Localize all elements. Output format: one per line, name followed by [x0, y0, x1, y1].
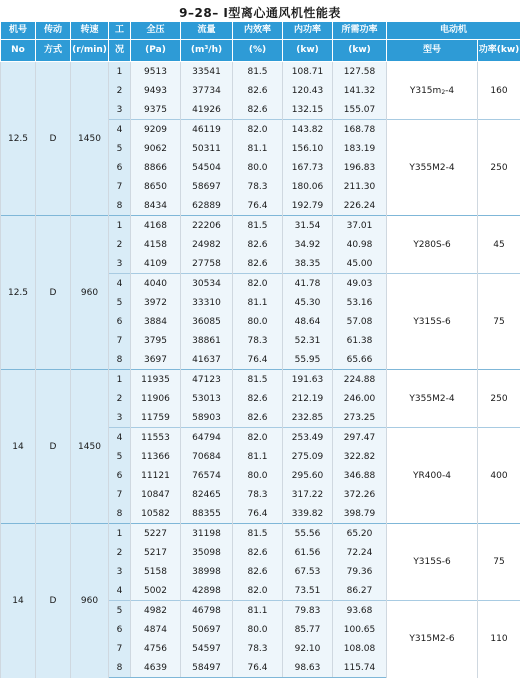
- power-cell: 79.83: [283, 601, 333, 621]
- flow-cell: 58903: [181, 408, 233, 428]
- pressure-cell: 9375: [131, 100, 181, 120]
- efficiency-cell: 76.4: [233, 350, 283, 370]
- required-power-cell: 72.24: [333, 543, 387, 562]
- efficiency-cell: 82.6: [233, 543, 283, 562]
- power-cell: 92.10: [283, 639, 333, 658]
- motor-power-cell: 160: [478, 62, 520, 120]
- efficiency-cell: 82.6: [233, 81, 283, 100]
- flow-cell: 27758: [181, 254, 233, 274]
- efficiency-cell: 76.4: [233, 196, 283, 216]
- required-power-cell: 398.79: [333, 504, 387, 524]
- table-row: [1, 370, 520, 390]
- flow-cell: 47123: [181, 370, 233, 390]
- machine-no-cell: 14: [1, 524, 36, 678]
- flow-cell: 31198: [181, 524, 233, 544]
- required-power-cell: 115.74: [333, 658, 387, 678]
- required-power-cell: 65.66: [333, 350, 387, 370]
- pressure-cell: 3972: [131, 293, 181, 312]
- power-cell: 295.60: [283, 466, 333, 485]
- required-power-cell: 141.32: [333, 81, 387, 100]
- motor-model-cell: [387, 216, 478, 274]
- condition-cell: 3: [109, 100, 131, 120]
- condition-cell: 4: [109, 428, 131, 448]
- motor-model-cell: [387, 62, 478, 120]
- header-condition-sub: 况: [109, 40, 131, 62]
- flow-cell: 46798: [181, 601, 233, 621]
- pressure-cell: 4168: [131, 216, 181, 236]
- power-cell: 34.92: [283, 235, 333, 254]
- pressure-cell: 4158: [131, 235, 181, 254]
- efficiency-cell: 76.4: [233, 504, 283, 524]
- efficiency-cell: 78.3: [233, 639, 283, 658]
- motor-model-text: Y315S-6: [413, 316, 451, 327]
- required-power-cell: 61.38: [333, 331, 387, 350]
- required-power-cell: 86.27: [333, 581, 387, 601]
- efficiency-cell: 81.5: [233, 62, 283, 82]
- power-cell: 52.31: [283, 331, 333, 350]
- required-power-cell: 246.00: [333, 389, 387, 408]
- required-power-cell: 211.30: [333, 177, 387, 196]
- condition-cell: 3: [109, 562, 131, 581]
- efficiency-cell: 82.0: [233, 581, 283, 601]
- required-power-cell: 226.24: [333, 196, 387, 216]
- condition-cell: 6: [109, 158, 131, 177]
- condition-cell: 7: [109, 639, 131, 658]
- header-power: 内功率: [283, 22, 333, 40]
- efficiency-cell: 78.3: [233, 177, 283, 196]
- condition-cell: 4: [109, 581, 131, 601]
- header-motor-power: 功率(kw): [478, 40, 520, 62]
- page-title: 9–28– Ⅰ型离心通风机性能表: [179, 6, 341, 20]
- pressure-cell: 4040: [131, 274, 181, 294]
- power-cell: 98.63: [283, 658, 333, 678]
- header-required-power-unit: (kw): [333, 40, 387, 62]
- motor-model-cell: [387, 370, 478, 428]
- power-cell: 317.22: [283, 485, 333, 504]
- header-machine-no-en: No: [1, 40, 36, 62]
- required-power-cell: 273.25: [333, 408, 387, 428]
- flow-cell: 62889: [181, 196, 233, 216]
- power-cell: 41.78: [283, 274, 333, 294]
- flow-cell: 22206: [181, 216, 233, 236]
- header-efficiency: 内效率: [233, 22, 283, 40]
- motor-model-subscript: 2: [441, 88, 446, 96]
- condition-cell: 4: [109, 274, 131, 294]
- condition-cell: 5: [109, 601, 131, 621]
- required-power-cell: 196.83: [333, 158, 387, 177]
- power-cell: 191.63: [283, 370, 333, 390]
- power-cell: 275.09: [283, 447, 333, 466]
- flow-cell: 24982: [181, 235, 233, 254]
- drive-cell: D: [36, 524, 71, 678]
- motor-model-text: YR400-4: [413, 470, 451, 481]
- flow-cell: 76574: [181, 466, 233, 485]
- pressure-cell: 5158: [131, 562, 181, 581]
- efficiency-cell: 81.5: [233, 524, 283, 544]
- flow-cell: 33541: [181, 62, 233, 82]
- drive-cell: D: [36, 216, 71, 370]
- efficiency-cell: 80.0: [233, 466, 283, 485]
- required-power-cell: 155.07: [333, 100, 387, 120]
- motor-model-cell: [387, 524, 478, 601]
- power-cell: 55.95: [283, 350, 333, 370]
- efficiency-cell: 82.6: [233, 254, 283, 274]
- pressure-cell: 11366: [131, 447, 181, 466]
- header-flow: 流量: [181, 22, 233, 40]
- motor-model-cell: [387, 274, 478, 370]
- power-cell: 67.53: [283, 562, 333, 581]
- condition-cell: 5: [109, 447, 131, 466]
- motor-power-cell: 250: [478, 370, 520, 428]
- speed-cell: 1450: [71, 370, 109, 524]
- pressure-cell: 8650: [131, 177, 181, 196]
- condition-cell: 2: [109, 389, 131, 408]
- pressure-cell: 11935: [131, 370, 181, 390]
- efficiency-cell: 82.6: [233, 408, 283, 428]
- efficiency-cell: 80.0: [233, 620, 283, 639]
- condition-cell: 7: [109, 331, 131, 350]
- required-power-cell: 168.78: [333, 120, 387, 140]
- power-cell: 156.10: [283, 139, 333, 158]
- power-cell: 48.64: [283, 312, 333, 331]
- header-pressure-unit: (Pa): [131, 40, 181, 62]
- efficiency-cell: 82.6: [233, 562, 283, 581]
- machine-no-cell: 14: [1, 370, 36, 524]
- motor-power-cell: 250: [478, 120, 520, 216]
- pressure-cell: 4109: [131, 254, 181, 274]
- fan-performance-table: [0, 21, 520, 678]
- motor-power-cell: 400: [478, 428, 520, 524]
- required-power-cell: 79.36: [333, 562, 387, 581]
- pressure-cell: 4874: [131, 620, 181, 639]
- efficiency-cell: 82.0: [233, 120, 283, 140]
- flow-cell: 38861: [181, 331, 233, 350]
- efficiency-cell: 81.5: [233, 370, 283, 390]
- pressure-cell: 9513: [131, 62, 181, 82]
- header-motor: 电动机: [387, 22, 520, 40]
- pressure-cell: 10847: [131, 485, 181, 504]
- flow-cell: 58697: [181, 177, 233, 196]
- efficiency-cell: 81.1: [233, 139, 283, 158]
- condition-cell: 8: [109, 196, 131, 216]
- header-machine-no: 机号: [1, 22, 36, 40]
- flow-cell: 33310: [181, 293, 233, 312]
- table-row: [1, 524, 520, 544]
- power-cell: 212.19: [283, 389, 333, 408]
- machine-no-cell: 12.5: [1, 62, 36, 216]
- pressure-cell: 3795: [131, 331, 181, 350]
- pressure-cell: 5002: [131, 581, 181, 601]
- condition-cell: 3: [109, 408, 131, 428]
- power-cell: 167.73: [283, 158, 333, 177]
- required-power-cell: 93.68: [333, 601, 387, 621]
- motor-power-cell: 75: [478, 524, 520, 601]
- power-cell: 85.77: [283, 620, 333, 639]
- efficiency-cell: 78.3: [233, 485, 283, 504]
- required-power-cell: 372.26: [333, 485, 387, 504]
- table-row: [1, 216, 520, 236]
- power-cell: 120.43: [283, 81, 333, 100]
- pressure-cell: 11121: [131, 466, 181, 485]
- required-power-cell: 183.19: [333, 139, 387, 158]
- required-power-cell: 57.08: [333, 312, 387, 331]
- efficiency-cell: 82.6: [233, 100, 283, 120]
- motor-power-cell: 45: [478, 216, 520, 274]
- condition-cell: 5: [109, 293, 131, 312]
- pressure-cell: 11553: [131, 428, 181, 448]
- required-power-cell: 37.01: [333, 216, 387, 236]
- motor-model-cell: [387, 120, 478, 216]
- efficiency-cell: 82.0: [233, 428, 283, 448]
- pressure-cell: 5217: [131, 543, 181, 562]
- condition-cell: 6: [109, 312, 131, 331]
- required-power-cell: 53.16: [333, 293, 387, 312]
- condition-cell: 7: [109, 485, 131, 504]
- pressure-cell: 11906: [131, 389, 181, 408]
- flow-cell: 58497: [181, 658, 233, 678]
- flow-cell: 46119: [181, 120, 233, 140]
- efficiency-cell: 81.1: [233, 601, 283, 621]
- header-efficiency-unit: (%): [233, 40, 283, 62]
- flow-cell: 37734: [181, 81, 233, 100]
- condition-cell: 2: [109, 81, 131, 100]
- flow-cell: 88355: [181, 504, 233, 524]
- pressure-cell: 3884: [131, 312, 181, 331]
- header-speed-unit: (r/min): [71, 40, 109, 62]
- efficiency-cell: 82.6: [233, 389, 283, 408]
- condition-cell: 1: [109, 62, 131, 82]
- efficiency-cell: 81.1: [233, 447, 283, 466]
- flow-cell: 41637: [181, 350, 233, 370]
- condition-cell: 8: [109, 350, 131, 370]
- condition-cell: 1: [109, 216, 131, 236]
- motor-model-text: Y315M2-6: [409, 634, 455, 645]
- pressure-cell: 4639: [131, 658, 181, 678]
- flow-cell: 64794: [181, 428, 233, 448]
- header-power-unit: (kw): [283, 40, 333, 62]
- required-power-cell: 346.88: [333, 466, 387, 485]
- flow-cell: 50697: [181, 620, 233, 639]
- header-required-power: 所需功率: [333, 22, 387, 40]
- header-flow-unit: (m³/h): [181, 40, 233, 62]
- speed-cell: 960: [71, 216, 109, 370]
- required-power-cell: 100.65: [333, 620, 387, 639]
- condition-cell: 1: [109, 524, 131, 544]
- pressure-cell: 11759: [131, 408, 181, 428]
- flow-cell: 30534: [181, 274, 233, 294]
- flow-cell: 70684: [181, 447, 233, 466]
- flow-cell: 50311: [181, 139, 233, 158]
- motor-model-suffix: -4: [445, 85, 455, 96]
- power-cell: 192.79: [283, 196, 333, 216]
- efficiency-cell: 78.3: [233, 331, 283, 350]
- power-cell: 45.30: [283, 293, 333, 312]
- motor-power-cell: 75: [478, 274, 520, 370]
- condition-cell: 8: [109, 658, 131, 678]
- required-power-cell: 40.98: [333, 235, 387, 254]
- motor-model-cell: [387, 601, 478, 678]
- pressure-cell: 5227: [131, 524, 181, 544]
- speed-cell: 1450: [71, 62, 109, 216]
- condition-cell: 5: [109, 139, 131, 158]
- machine-no-cell: 12.5: [1, 216, 36, 370]
- power-cell: 108.71: [283, 62, 333, 82]
- flow-cell: 54597: [181, 639, 233, 658]
- flow-cell: 36085: [181, 312, 233, 331]
- power-cell: 55.56: [283, 524, 333, 544]
- motor-model-cell: [387, 428, 478, 524]
- flow-cell: 38998: [181, 562, 233, 581]
- motor-model-text: Y280S-6: [413, 239, 451, 250]
- power-cell: 143.82: [283, 120, 333, 140]
- pressure-cell: 4756: [131, 639, 181, 658]
- condition-cell: 1: [109, 370, 131, 390]
- condition-cell: 4: [109, 120, 131, 140]
- power-cell: 339.82: [283, 504, 333, 524]
- table-row: [1, 62, 520, 82]
- pressure-cell: 3697: [131, 350, 181, 370]
- power-cell: 253.49: [283, 428, 333, 448]
- efficiency-cell: 82.0: [233, 274, 283, 294]
- flow-cell: 42898: [181, 581, 233, 601]
- condition-cell: 6: [109, 466, 131, 485]
- motor-model-text: Y315m: [409, 85, 442, 96]
- efficiency-cell: 82.6: [233, 235, 283, 254]
- speed-cell: 960: [71, 524, 109, 678]
- pressure-cell: 9493: [131, 81, 181, 100]
- flow-cell: 53013: [181, 389, 233, 408]
- efficiency-cell: 80.0: [233, 158, 283, 177]
- flow-cell: 54504: [181, 158, 233, 177]
- condition-cell: 2: [109, 235, 131, 254]
- table-header: [1, 22, 520, 62]
- required-power-cell: 224.88: [333, 370, 387, 390]
- condition-cell: 6: [109, 620, 131, 639]
- efficiency-cell: 81.5: [233, 216, 283, 236]
- required-power-cell: 322.82: [333, 447, 387, 466]
- drive-cell: D: [36, 62, 71, 216]
- condition-cell: 3: [109, 254, 131, 274]
- table-body: [1, 62, 520, 678]
- power-cell: 38.35: [283, 254, 333, 274]
- pressure-cell: 9209: [131, 120, 181, 140]
- required-power-cell: 127.58: [333, 62, 387, 82]
- efficiency-cell: 81.1: [233, 293, 283, 312]
- power-cell: 61.56: [283, 543, 333, 562]
- required-power-cell: 108.08: [333, 639, 387, 658]
- pressure-cell: 10582: [131, 504, 181, 524]
- power-cell: 73.51: [283, 581, 333, 601]
- power-cell: 232.85: [283, 408, 333, 428]
- flow-cell: 41926: [181, 100, 233, 120]
- header-motor-model: 型号: [387, 40, 478, 62]
- power-cell: 132.15: [283, 100, 333, 120]
- motor-model-text: Y355M2-4: [409, 162, 455, 173]
- required-power-cell: 49.03: [333, 274, 387, 294]
- condition-cell: 7: [109, 177, 131, 196]
- header-pressure: 全压: [131, 22, 181, 40]
- power-cell: 31.54: [283, 216, 333, 236]
- flow-cell: 35098: [181, 543, 233, 562]
- condition-cell: 2: [109, 543, 131, 562]
- pressure-cell: 4982: [131, 601, 181, 621]
- header-speed: 转速: [71, 22, 109, 40]
- flow-cell: 82465: [181, 485, 233, 504]
- pressure-cell: 8866: [131, 158, 181, 177]
- header-drive-sub: 方式: [36, 40, 71, 62]
- pressure-cell: 8434: [131, 196, 181, 216]
- pressure-cell: 9062: [131, 139, 181, 158]
- motor-model-text: Y315S-6: [413, 557, 451, 567]
- efficiency-cell: 76.4: [233, 658, 283, 678]
- condition-cell: 8: [109, 504, 131, 524]
- power-cell: 180.06: [283, 177, 333, 196]
- header-condition: 工: [109, 22, 131, 40]
- motor-power-cell: 110: [478, 601, 520, 678]
- drive-cell: D: [36, 370, 71, 524]
- efficiency-cell: 80.0: [233, 312, 283, 331]
- required-power-cell: 65.20: [333, 524, 387, 544]
- header-drive: 传动: [36, 22, 71, 40]
- motor-model-text: Y355M2-4: [409, 393, 455, 404]
- required-power-cell: 45.00: [333, 254, 387, 274]
- required-power-cell: 297.47: [333, 428, 387, 448]
